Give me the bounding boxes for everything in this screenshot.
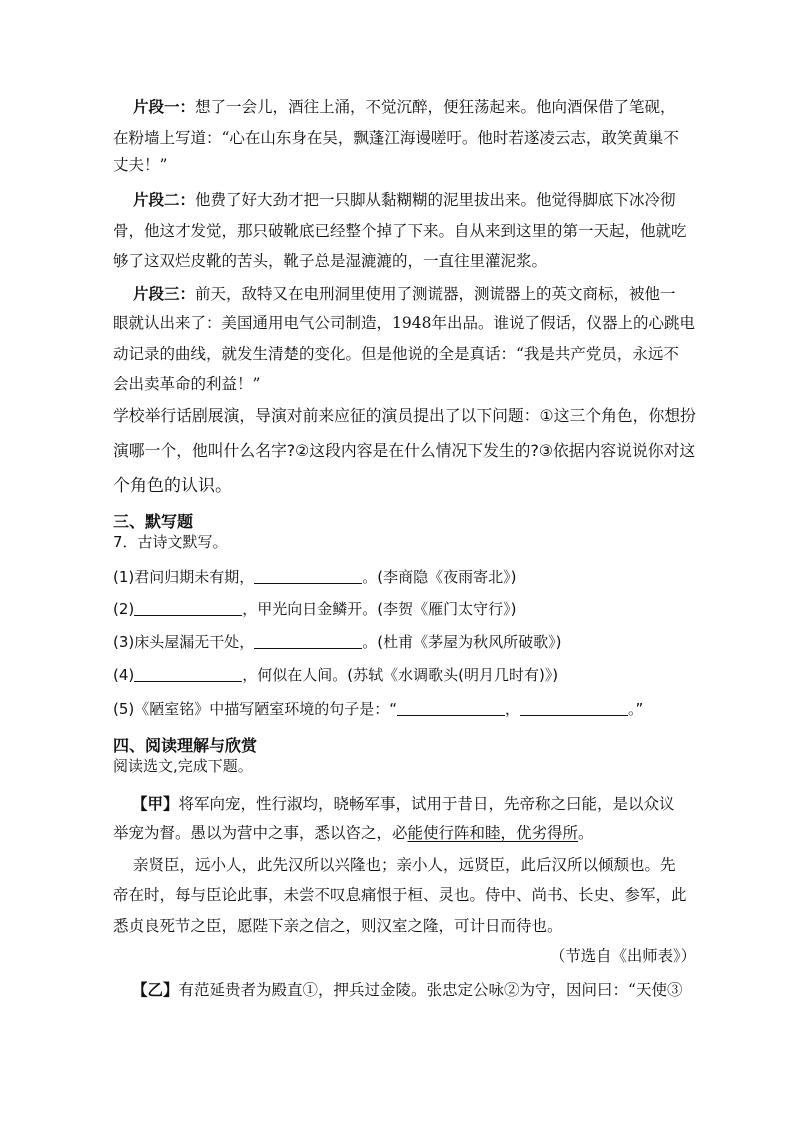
fragment-2-line-3: 够了这双烂皮靴的苦头，靴子总是湿漉漉的，一直往里灌泥浆。	[113, 252, 548, 270]
recitation-item-1: (1)君问归期未有期， 。(李商隐《夜雨寄北》)	[113, 568, 517, 586]
recitation-item-4: (4) ，何似在人间。(苏轼《水调歌头(明月几时有)》)	[113, 666, 559, 684]
fragment-3-line-2: 眼就认出来了：美国通用电气公司制造，1948年出品。谁说了假话，仪器上的心跳电	[113, 314, 695, 332]
fragment-3-line-1: 片段三：前天，敌特又在电刑洞里使用了测谎器，测谎器上的英文商标，被他一	[133, 284, 676, 303]
passage-yi-label: 【乙】	[132, 980, 179, 999]
answer-blank[interactable]	[254, 569, 362, 584]
passage-jia-line-2: 举宠为督。愚以为营中之事，悉以咨之，必能使行阵和睦，优劣得所。	[113, 824, 594, 842]
passage-yi-line-1: 【乙】有范延贵者为殿直①，押兵过金陵。张忠定公咏②为守，因问曰：“天使③	[132, 980, 683, 999]
answer-blank[interactable]	[134, 601, 242, 616]
section-3-title: 三、默写题	[113, 512, 194, 531]
fragment-2-line-1: 片段二：他费了好大劲才把一只脚从黏糊糊的泥里拔出来。他觉得脚底下冰冷彻	[133, 190, 676, 209]
question-6-line-3: 个角色的认识。	[113, 476, 232, 496]
question-7-heading: 7．古诗文默写。	[113, 533, 228, 551]
fragment-1-line-3: 丈夫！”	[113, 156, 168, 174]
passage-source: （节选自《出师表》）	[550, 947, 697, 965]
fragment-2-line-2: 骨，他这才发觉，那只破靴底已经整个掉了下来。自从来到这里的第一天起，他就吃	[113, 222, 687, 240]
reading-intro: 阅读选文,完成下题。	[113, 757, 253, 775]
answer-blank[interactable]	[134, 667, 242, 682]
passage-jia-para2-line-3: 悉贞良死节之臣，愿陛下亲之信之，则汉室之隆，可计日而待也。	[113, 917, 563, 935]
passage-jia-para2-line-1: 亲贤臣，远小人，此先汉所以兴隆也；亲小人，远贤臣，此后汉所以倾颓也。先	[133, 856, 676, 874]
section-4-title: 四、阅读理解与欣赏	[113, 736, 258, 755]
fragment-1-line-1: 片段一：想了一会儿，酒往上涌，不觉沉醉，便狂荡起来。他向酒保借了笔砚，	[133, 97, 676, 116]
fragment-3-label: 片段三：	[133, 284, 196, 303]
passage-jia-para2-line-2: 帝在时，每与臣论此事，未尝不叹息痛恨于桓、灵也。侍中、尚书、长史、参军，此	[113, 886, 687, 904]
answer-blank[interactable]	[254, 634, 362, 649]
recitation-item-5: (5)《陋室铭》中描写陋室环境的句子是：“ ， 。”	[113, 700, 644, 718]
question-6-line-2: 演哪一个，他叫什么名字?②这段内容是在什么情况下发生的?③依据内容说说你对这	[113, 441, 696, 460]
recitation-item-3: (3)床头屋漏无干处， 。(杜甫《茅屋为秋风所破歌》)	[113, 633, 562, 651]
passage-jia-line-1: 【甲】将军向宠，性行淑均，晓畅军事，试用于昔日，先帝称之曰能，是以众议	[132, 794, 675, 813]
fragment-3-line-4: 会出卖革命的利益！”	[113, 375, 261, 393]
fragment-1-line-2: 在粉墙上写道：“心在山东身在吴，飘蓬江海谩嗟吁。他时若遂凌云志，敢笑黄巢不	[113, 129, 679, 147]
recitation-item-2: (2) ，甲光向日金鳞开。(李贺《雁门太守行》)	[113, 600, 517, 618]
answer-blank[interactable]	[397, 701, 505, 716]
fragment-3-line-3: 动记录的曲线，就发生清楚的变化。但是他说的全是真话：“我是共产党员，永远不	[113, 345, 679, 363]
question-6-line-1: 学校举行话剧展演，导演对前来应征的演员提出了以下问题：①这三个角色，你想扮	[113, 406, 696, 425]
fragment-1-label: 片段一：	[133, 97, 196, 116]
answer-blank[interactable]	[520, 701, 628, 716]
underlined-sentence: 能使行阵和睦，优劣得所	[407, 824, 579, 842]
passage-jia-label: 【甲】	[132, 794, 179, 813]
fragment-2-label: 片段二：	[133, 190, 196, 209]
